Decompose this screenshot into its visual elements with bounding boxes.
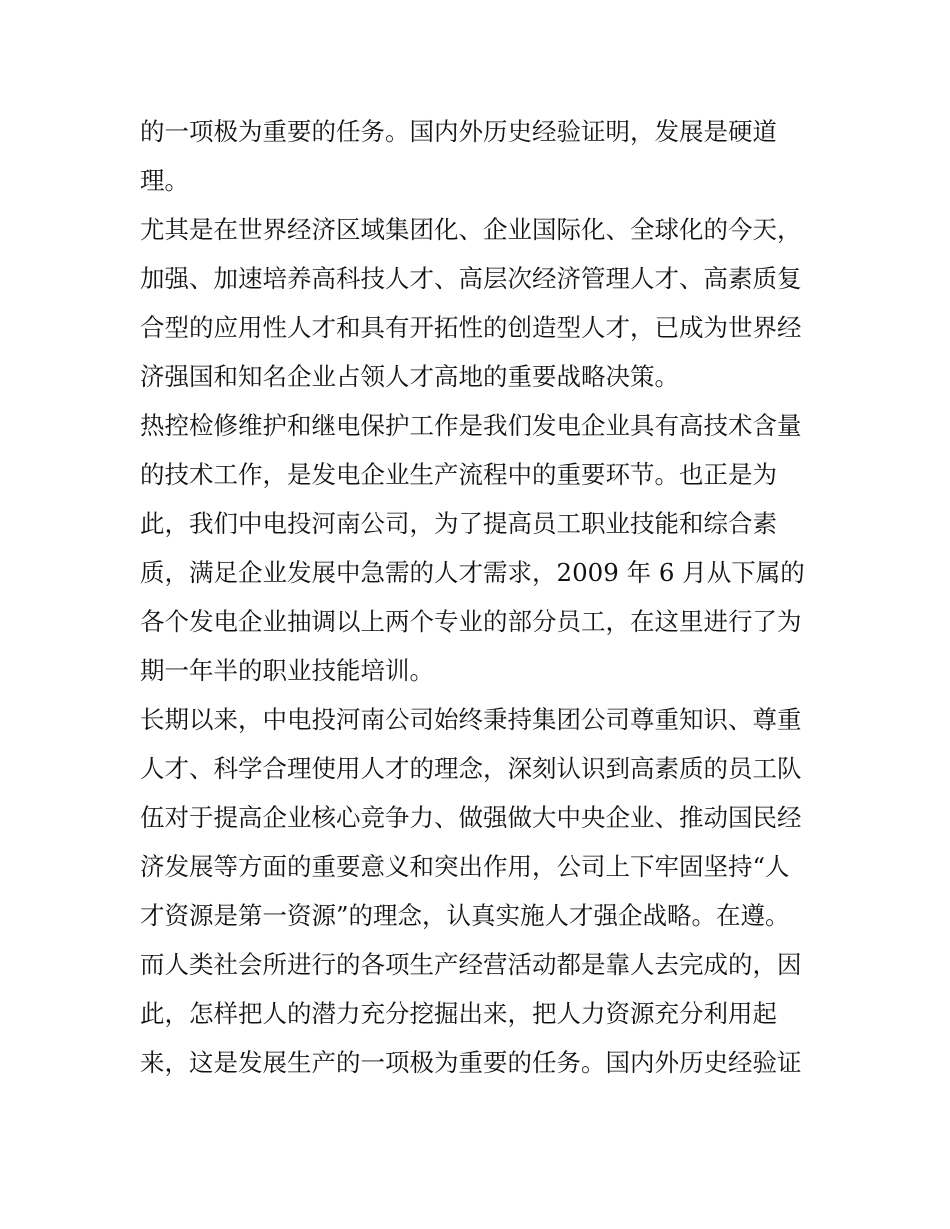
text-line: 的一项极为重要的任务。国内外历史经验证明，发展是硬道 [140, 117, 777, 146]
text-line: 的技术工作，是发电企业生产流程中的重要环节。也正是为 [140, 460, 777, 489]
text-line: 质，满足企业发展中急需的人才需求，2009 年 6 月从下属的 [140, 558, 805, 587]
text-line: 热控检修维护和继电保护工作是我们发电企业具有高技术含量 [140, 411, 802, 440]
text-line: 各个发电企业抽调以上两个专业的部分员工，在这里进行了为 [140, 607, 802, 636]
text-line: 尤其是在世界经济区域集团化、企业国际化、全球化的今天， [140, 215, 802, 244]
text-line: 合型的应用性人才和具有开拓性的创造型人才，已成为世界经 [140, 313, 802, 342]
text-line: 来，这是发展生产的一项极为重要的任务。国内外历史经验证 [140, 1048, 802, 1077]
text-line: 伍对于提高企业核心竞争力、做强做大中央企业、推动国民经 [140, 803, 802, 832]
text-line: 长期以来，中电投河南公司始终秉持集团公司尊重知识、尊重 [140, 705, 802, 734]
text-line: 才资源是第一资源”的理念，认真实施人才强企战略。在遵。 [140, 901, 790, 930]
document-body [140, 107, 820, 1087]
text-line: 加强、加速培养高科技人才、高层次经济管理人才、高素质复 [140, 264, 802, 293]
text-line: 而人类社会所进行的各项生产经营活动都是靠人去完成的，因 [140, 950, 802, 979]
text-line: 理。 [140, 166, 189, 195]
text-line: 期一年半的职业技能培训。 [140, 656, 434, 685]
text-line: 济强国和知名企业占领人才高地的重要战略决策。 [140, 362, 679, 391]
text-line: 此，我们中电投河南公司，为了提高员工职业技能和综合素 [140, 509, 777, 538]
text-line: 济发展等方面的重要意义和突出作用，公司上下牢固坚持“人 [140, 852, 790, 881]
text-line: 此，怎样把人的潜力充分挖掘出来，把人力资源充分利用起 [140, 999, 777, 1028]
text-line: 人才、科学合理使用人才的理念，深刻认识到高素质的员工队 [140, 754, 802, 783]
